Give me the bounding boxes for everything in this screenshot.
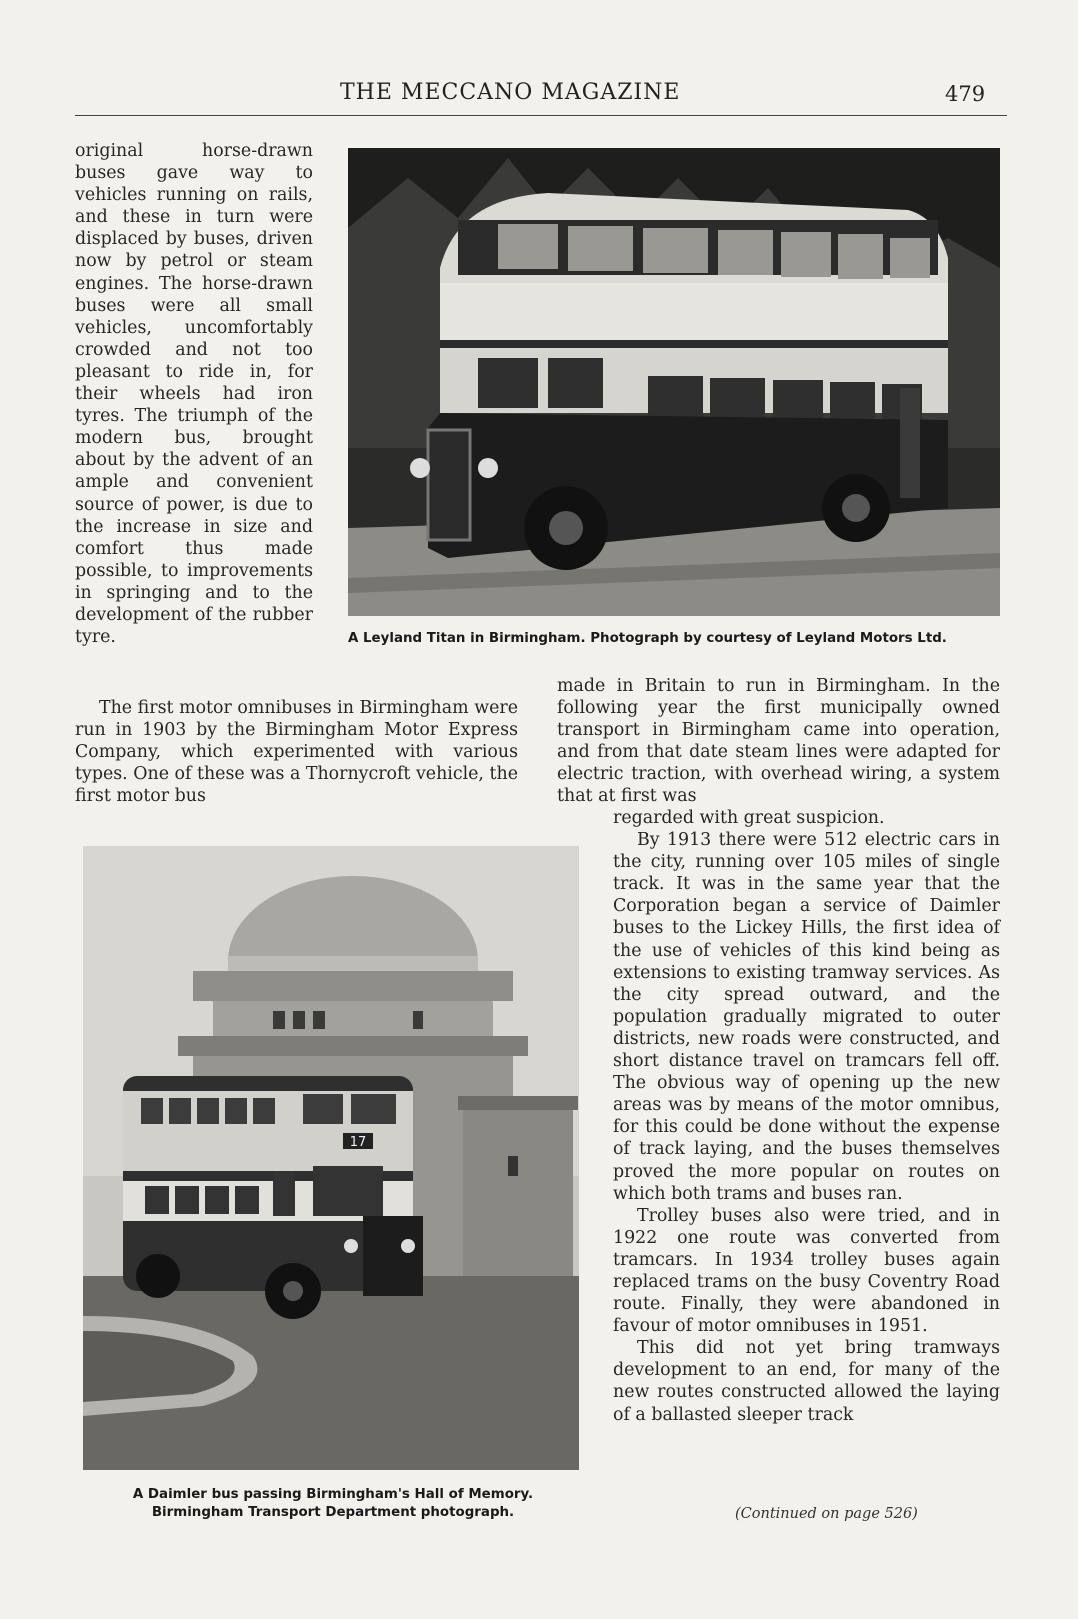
- leyland-titan-photo: [348, 148, 1000, 616]
- paragraph-first-motor-omnibuses: The first motor omnibuses in Birmingham were run in 1903 by the Birmingham Motor Express Company, which experimented with various types. One of these was a Thornycroft vehicle, the first motor bus: [75, 698, 518, 807]
- right-column-top: [557, 675, 1000, 808]
- leyland-titan-caption: A Leyland Titan in Birmingham. Photograph by courtesy of Leyland Motors Ltd.: [348, 631, 947, 646]
- paragraph-trolley-buses: Trolley buses also were tried, and in 1922 one route was converted from tramcars. In 1934 trolley buses again replaced trams on the busy Coventry Road route. Finally, they were abandoned in favour of motor omnibuses in 1951.: [613, 1205, 1000, 1337]
- bus-route-number: 17: [349, 1135, 367, 1150]
- continued-note: (Continued on page 526): [735, 1506, 918, 1522]
- left-column-bottom: [75, 697, 518, 807]
- paragraph-1913-electric-cars: By 1913 there were 512 electric cars in the city, running over 105 miles of single track. It was in the same year that the Corporation began a service of Daimler buses to the Lickey Hills, the first idea of the use of vehicles of this kind being as extensions to existing tramway services. As the city spread outward, and the population gradually migrated to outer districts, new roads were constructed, and short distance travel on tramcars fell off. The obvious way of opening up the new areas was by means of the motor omnibus, for this could be done without the expense of track laying, and the buses themselves proved the more popular on routes on which both trams and buses ran.: [613, 830, 1000, 1204]
- hall-of-memory-caption: [83, 1486, 583, 1522]
- hall-of-memory-photo: [83, 846, 579, 1470]
- right-column-bottom: [613, 807, 1000, 1426]
- hall-of-memory-illustration: [83, 846, 579, 1470]
- leyland-titan-illustration: [348, 148, 1000, 616]
- header-rule: [75, 115, 1007, 116]
- hall-caption-line-1: A Daimler bus passing Birmingham's Hall of Memory.: [132, 1487, 534, 1502]
- left-column-top: [75, 140, 313, 648]
- page-number: 479: [945, 82, 986, 106]
- hall-caption-line-2: Birmingham Transport Department photograph.: [151, 1505, 515, 1520]
- paragraph-tramways-development: This did not yet bring tramways development to an end, for many of the new routes constructed allowed the laying of a ballasted sleeper track: [613, 1338, 1000, 1425]
- magazine-title: THE MECCANO MAGAZINE: [340, 80, 681, 105]
- paragraph-made-in-britain: made in Britain to run in Birmingham. In the following year the first municipally owned transport in Birmingham came into operation, and from that date steam lines were adapted for electric traction, with overhead wiring, a system that at first was: [557, 676, 1000, 807]
- paragraph-regarded-suspicion: regarded with great suspicion.: [613, 808, 885, 828]
- paragraph-horse-drawn: original horse-drawn buses gave way to vehicles running on rails, and these in turn were displaced by buses, driven now by petrol or steam engines. The horse-drawn buses were all small vehicles, uncomfortably crowded and not too pleasant to ride in, for their wheels had iron tyres. The triumph of the modern bus, brought about by the advent of an ample and convenient source of power, is due to the increase in size and comfort thus made possible, to improvements in springing and to the development of the rubber tyre.: [75, 141, 313, 648]
